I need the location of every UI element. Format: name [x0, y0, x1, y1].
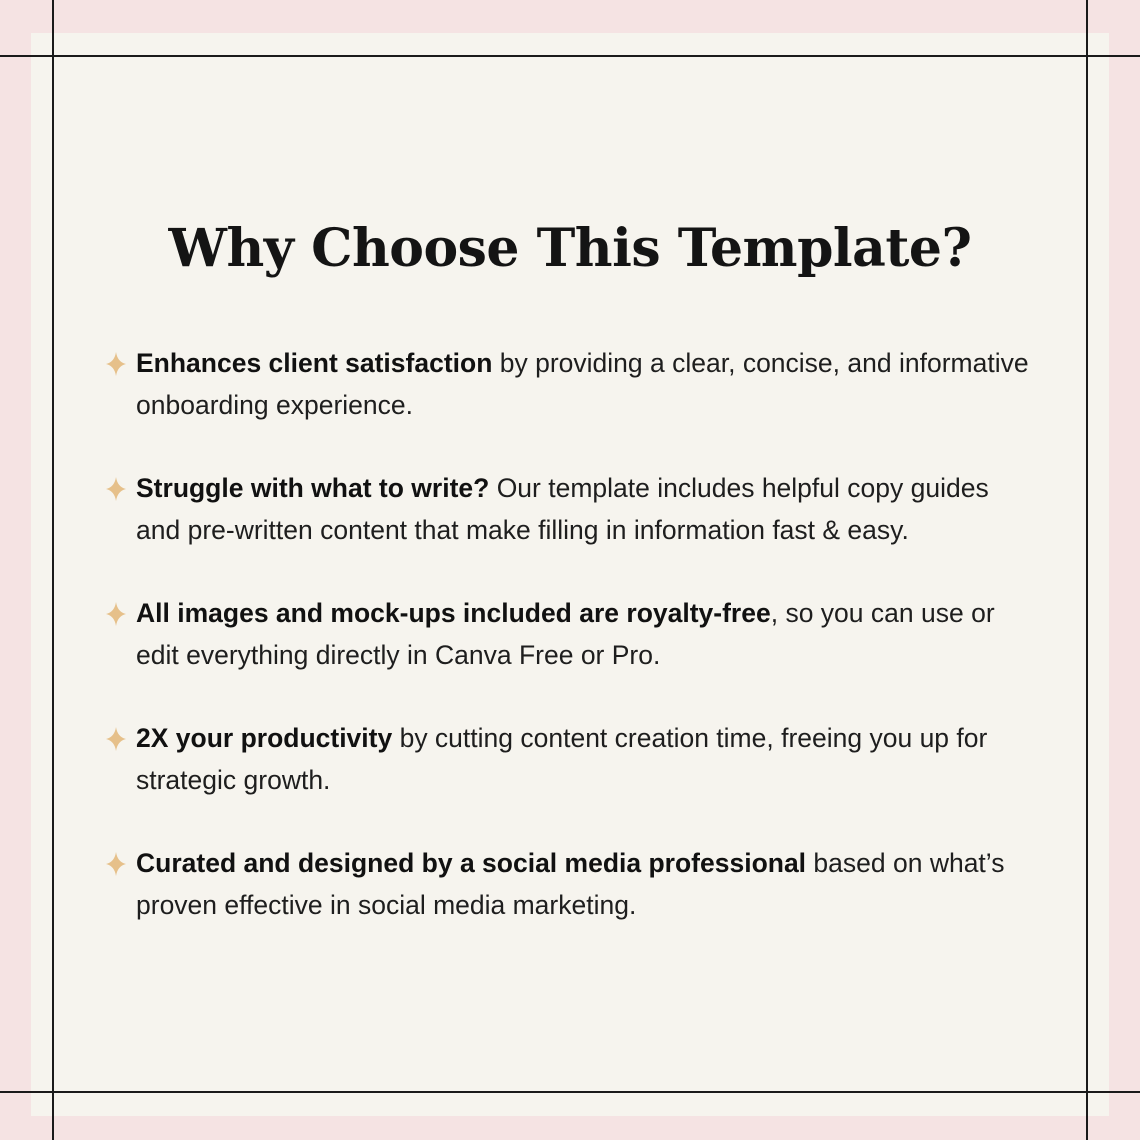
item-highlight: 2X your productivity	[136, 723, 393, 753]
frame-line-top	[0, 55, 1140, 57]
benefits-list	[106, 343, 1036, 968]
list-item	[106, 843, 1036, 926]
sparkle-star-icon	[106, 852, 126, 876]
frame-line-left	[52, 0, 54, 1140]
list-item	[106, 343, 1036, 426]
item-highlight: Struggle with what to write?	[136, 473, 490, 503]
frame-line-bottom	[0, 1091, 1140, 1093]
item-text: , so you can use or edit everything directly in Canva Free or Pro.	[136, 598, 995, 670]
item-highlight: Enhances client satisfaction	[136, 348, 493, 378]
list-item	[106, 718, 1036, 801]
item-highlight: All images and mock-ups included are royalty-free	[136, 598, 771, 628]
sparkle-star-icon	[106, 352, 126, 376]
item-text: based on what’s proven effective in social media marketing.	[136, 848, 1005, 920]
list-item	[106, 593, 1036, 676]
sparkle-star-icon	[106, 477, 126, 501]
sparkle-star-icon	[106, 727, 126, 751]
item-text: by cutting content creation time, freeing you up for strategic growth.	[136, 723, 988, 795]
sparkle-star-icon	[106, 602, 126, 626]
item-highlight: Curated and designed by a social media professional	[136, 848, 807, 878]
item-text: by providing a clear, concise, and informative onboarding experience.	[136, 348, 1029, 420]
frame-line-right	[1086, 0, 1088, 1140]
page-title: Why Choose This Template?	[168, 218, 972, 279]
item-text: Our template includes helpful copy guides and pre-written content that make filling in information fast & easy.	[136, 473, 989, 545]
list-item	[106, 468, 1036, 551]
